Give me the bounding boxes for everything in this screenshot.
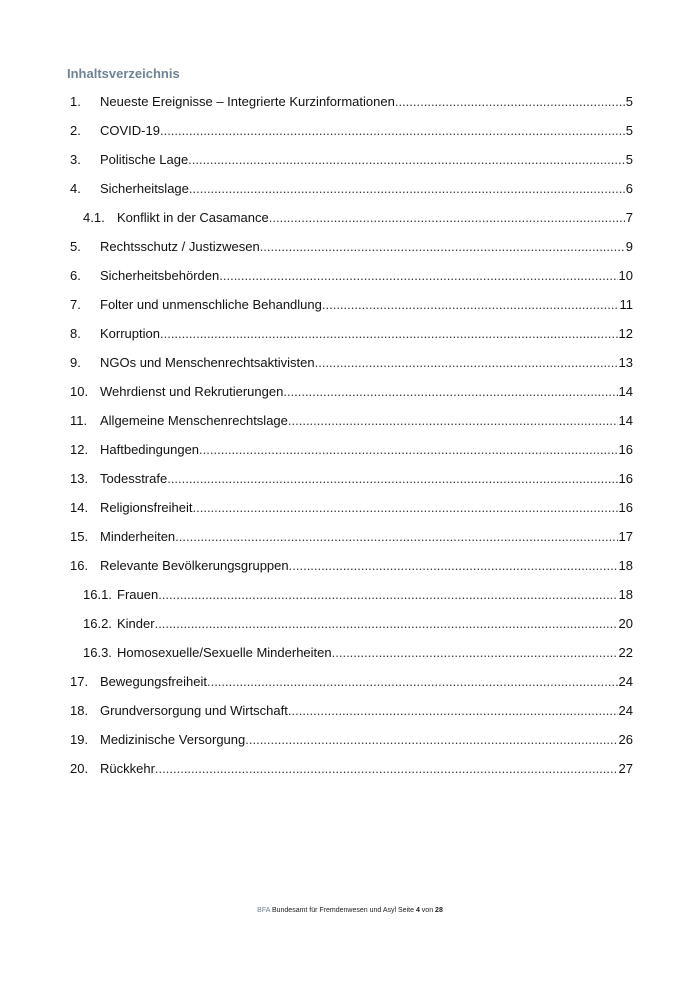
footer-total-pages: 28 — [435, 907, 443, 914]
toc-entry-number: 5. — [70, 238, 81, 254]
toc-entry-number: 16.1. — [83, 586, 112, 602]
toc-leader-dots — [207, 674, 618, 690]
toc-entry-page: 27 — [618, 760, 633, 776]
toc-entry-page: 16 — [618, 441, 633, 457]
toc-entry-label: Konflikt in der Casamance — [117, 209, 269, 225]
toc-leader-dots — [288, 413, 618, 429]
toc-entry-number: 1. — [70, 93, 81, 109]
toc-entry-number: 17. — [70, 673, 89, 689]
page-footer — [0, 907, 700, 914]
toc-entry-number: 3. — [70, 151, 81, 167]
toc-entry-label: Haftbedingungen — [100, 441, 200, 457]
toc-title: Inhaltsverzeichnis — [67, 66, 180, 81]
toc-entry-number: 9. — [70, 354, 81, 370]
toc-entry-page: 16 — [618, 499, 633, 515]
toc-entry[interactable] — [70, 261, 633, 290]
toc-leader-dots — [167, 471, 617, 487]
toc-entry-label: Korruption — [100, 325, 160, 341]
toc-entry-page: 9 — [625, 238, 633, 254]
toc-leader-dots — [283, 384, 617, 400]
toc-entry-label: Wehrdienst und Rekrutierungen — [100, 383, 284, 399]
toc-entry-number: 18. — [70, 702, 89, 718]
toc-leader-dots — [395, 94, 625, 110]
toc-leader-dots — [289, 558, 618, 574]
footer-current-page: 4 — [415, 907, 420, 914]
toc-entry-label: NGOs und Menschenrechtsaktivisten — [100, 354, 315, 370]
toc-entry-page: 24 — [618, 702, 633, 718]
toc-leader-dots — [160, 123, 625, 139]
toc-leader-dots — [260, 239, 625, 255]
toc-leader-dots — [332, 645, 618, 661]
toc-entry-page: 18 — [618, 557, 633, 573]
toc-entry-number: 16.3. — [83, 644, 112, 660]
toc-entry[interactable] — [70, 319, 633, 348]
toc-entry-label: Politische Lage — [100, 151, 189, 167]
toc-entry-label: Religionsfreiheit — [100, 499, 193, 515]
toc-leader-dots — [193, 500, 618, 516]
toc-entry-page: 5 — [625, 122, 633, 138]
toc-subentry[interactable] — [70, 609, 633, 638]
toc-entry[interactable] — [70, 145, 633, 174]
toc-entry-page: 16 — [618, 470, 633, 486]
toc-entry-number: 20. — [70, 760, 89, 776]
toc-leader-dots — [315, 355, 618, 371]
toc-entry-number: 6. — [70, 267, 81, 283]
toc-entry-label: Sicherheitslage — [100, 180, 189, 196]
toc-entry[interactable] — [70, 435, 633, 464]
toc-subentry[interactable] — [70, 580, 633, 609]
toc-entry[interactable] — [70, 116, 633, 145]
toc-leader-dots — [199, 442, 618, 458]
toc-entry[interactable] — [70, 696, 633, 725]
toc-subentry[interactable] — [70, 638, 633, 667]
toc-leader-dots — [155, 761, 618, 777]
toc-subentry[interactable] — [70, 203, 633, 232]
toc-entry-page: 13 — [618, 354, 633, 370]
toc-entry-label: Relevante Bevölkerungsgruppen — [100, 557, 289, 573]
toc-entry[interactable] — [70, 290, 633, 319]
toc-entry[interactable] — [70, 754, 633, 783]
toc-entry-number: 13. — [70, 470, 89, 486]
toc-entry[interactable] — [70, 493, 633, 522]
toc-entry[interactable] — [70, 464, 633, 493]
toc-entry-label: Kinder — [117, 615, 155, 631]
toc-entry-label: Bewegungsfreiheit — [100, 673, 207, 689]
toc-entry-label: Rückkehr — [100, 760, 155, 776]
toc-entry-page: 6 — [625, 180, 633, 196]
toc-entry-label: Allgemeine Menschenrechtslage — [100, 412, 288, 428]
toc-entry-label: Medizinische Versorgung — [100, 731, 246, 747]
toc-leader-dots — [175, 529, 617, 545]
toc-entry-label: Rechtsschutz / Justizwesen — [100, 238, 260, 254]
toc-entry[interactable] — [70, 87, 633, 116]
toc-entry-label: Folter und unmenschliche Behandlung — [100, 296, 322, 312]
toc-entry-page: 10 — [618, 267, 633, 283]
toc-entry-page: 5 — [625, 93, 633, 109]
toc-entry-number: 11. — [70, 412, 88, 428]
toc-entry-number: 16.2. — [83, 615, 112, 631]
toc-entry-number: 14. — [70, 499, 89, 515]
toc-entry-number: 2. — [70, 122, 81, 138]
toc-entry[interactable] — [70, 725, 633, 754]
toc-leader-dots — [245, 732, 617, 748]
toc-entry-page: 12 — [618, 325, 633, 341]
toc-leader-dots — [189, 181, 625, 197]
toc-entry-label: Minderheiten — [100, 528, 176, 544]
toc-entry-number: 7. — [70, 296, 81, 312]
toc-leader-dots — [288, 703, 618, 719]
toc-leader-dots — [269, 210, 625, 226]
toc-entry-page: 14 — [618, 383, 633, 399]
toc-entry-label: Neueste Ereignisse – Integrierte Kurzinformationen — [100, 93, 395, 109]
toc-entry-number: 12. — [70, 441, 89, 457]
toc-entry-label: Sicherheitsbehörden — [100, 267, 220, 283]
toc-entry-number: 15. — [70, 528, 89, 544]
toc-entry-page: 11 — [619, 296, 633, 312]
toc-entry-label: Grundversorgung und Wirtschaft — [100, 702, 288, 718]
toc-entry[interactable] — [70, 377, 633, 406]
toc-entry-page: 22 — [618, 644, 633, 660]
toc-leader-dots — [322, 297, 619, 313]
footer-brand: BFA — [257, 907, 270, 914]
toc-entry-number: 16. — [70, 557, 89, 573]
toc-entry-label: Homosexuelle/Sexuelle Minderheiten — [117, 644, 332, 660]
toc-entry-page: 14 — [618, 412, 633, 428]
toc-leader-dots — [158, 587, 617, 603]
toc-entry[interactable] — [70, 406, 633, 435]
toc-entry-number: 4. — [70, 180, 81, 196]
toc-entry-number: 10. — [70, 383, 89, 399]
toc-entry-page: 24 — [618, 673, 633, 689]
footer-text: Bundesamt für Fremdenwesen und Asyl Seite — [271, 907, 414, 914]
toc-leader-dots — [155, 616, 618, 632]
toc-entry-page: 5 — [625, 151, 633, 167]
toc-entry-label: Todesstrafe — [100, 470, 168, 486]
footer-separator: von — [421, 907, 434, 914]
toc-entry[interactable] — [70, 667, 633, 696]
toc-entry[interactable] — [70, 551, 633, 580]
toc-entry-page: 7 — [625, 209, 633, 225]
toc-entry-label: COVID-19 — [100, 122, 160, 138]
toc-entry-label: Frauen — [117, 586, 159, 602]
toc-entry-page: 17 — [618, 528, 633, 544]
toc-entry[interactable] — [70, 348, 633, 377]
toc-entry-page: 18 — [618, 586, 633, 602]
toc-entry[interactable] — [70, 522, 633, 551]
toc-leader-dots — [188, 152, 625, 168]
toc-entry-page: 20 — [618, 615, 633, 631]
toc-entry[interactable] — [70, 232, 633, 261]
toc-entry-page: 26 — [618, 731, 633, 747]
toc-leader-dots — [219, 268, 617, 284]
toc-list — [70, 87, 633, 783]
toc-entry[interactable] — [70, 174, 633, 203]
toc-entry-number: 19. — [70, 731, 89, 747]
toc-leader-dots — [160, 326, 618, 342]
toc-entry-number: 8. — [70, 325, 81, 341]
toc-entry-number: 4.1. — [83, 209, 105, 225]
